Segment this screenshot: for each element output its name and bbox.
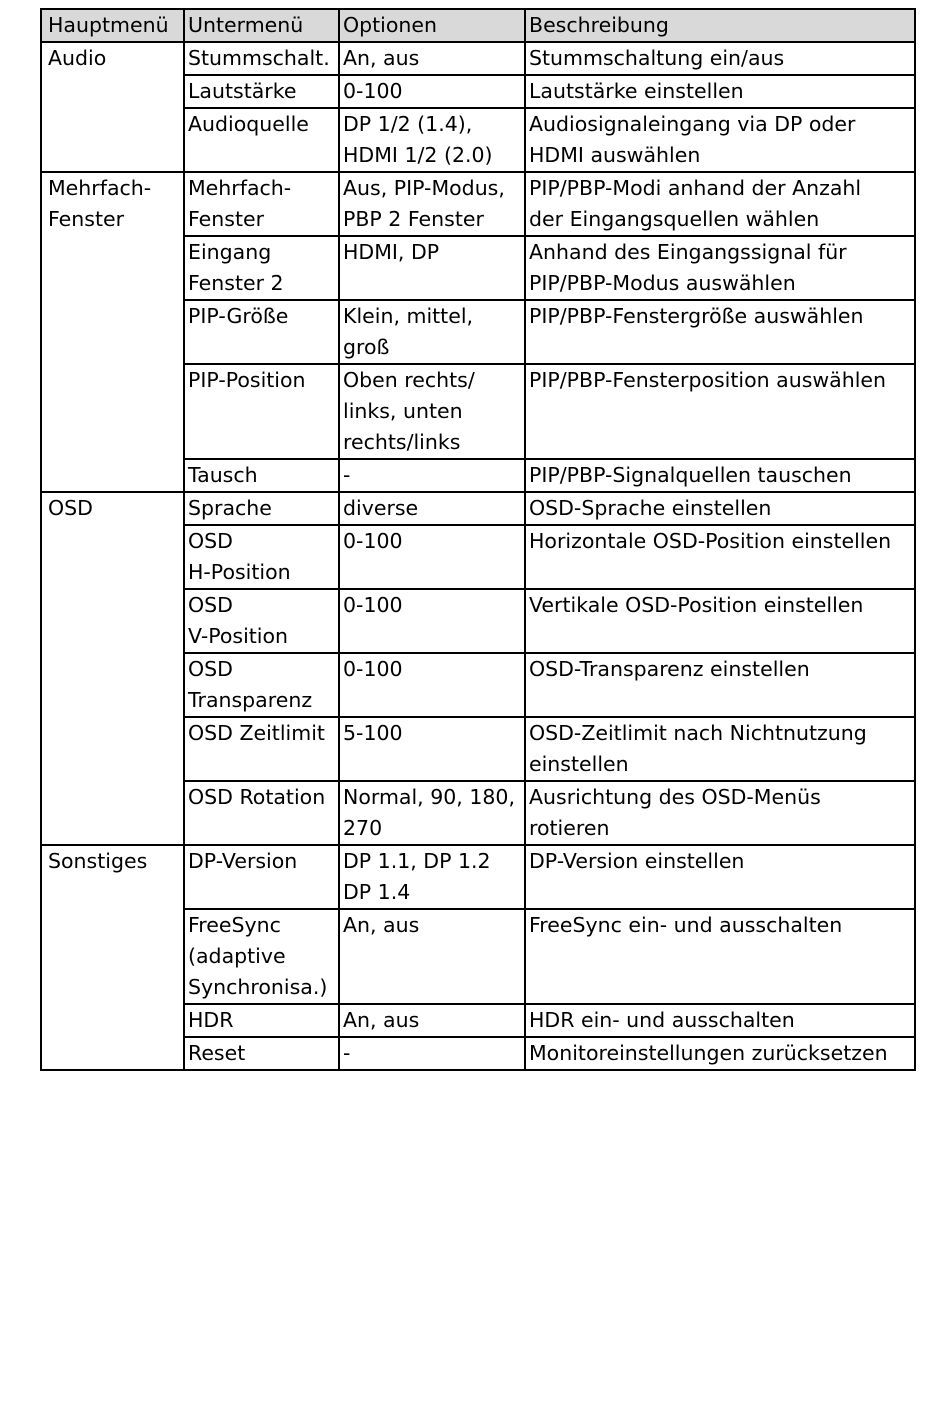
- options-text: An, aus: [343, 46, 420, 70]
- description-text: HDR ein- und ausschalten: [529, 1008, 795, 1032]
- options-text: HDMI, DP: [343, 240, 440, 264]
- description-text: OSD-Transparenz einstellen: [529, 657, 810, 681]
- description-cell: [525, 525, 915, 589]
- header-untermenu: Untermenü: [184, 9, 339, 42]
- header-beschreibung: Beschreibung: [525, 9, 915, 42]
- submenu-text: Stummschalt.: [188, 46, 330, 70]
- main-menu-text: Fenster: [48, 207, 125, 231]
- description-cell: [525, 75, 915, 108]
- submenu-text: OSD: [188, 529, 233, 553]
- main-menu-cell: [41, 845, 184, 1070]
- main-menu-text: Mehrfach-: [48, 176, 152, 200]
- options-text: -: [343, 1041, 351, 1065]
- main-menu-text: Audio: [48, 46, 107, 70]
- options-cell: [339, 589, 525, 653]
- options-cell: [339, 492, 525, 525]
- description-text: Lautstärke einstellen: [529, 79, 744, 103]
- description-text: PIP/PBP-Signalquellen tauschen: [529, 463, 852, 487]
- options-text: Klein, mittel,: [343, 304, 474, 328]
- submenu-text: Audioquelle: [188, 112, 309, 136]
- description-text: PIP/PBP-Modus auswählen: [529, 271, 796, 295]
- submenu-text: OSD: [188, 593, 233, 617]
- options-cell: [339, 1037, 525, 1070]
- header-hauptmenu: Hauptmenü: [41, 9, 184, 42]
- main-menu-cell: [41, 492, 184, 845]
- submenu-text: (adaptive: [188, 944, 286, 968]
- options-cell: [339, 459, 525, 492]
- options-cell: [339, 75, 525, 108]
- description-text: FreeSync ein- und ausschalten: [529, 913, 843, 937]
- description-text: Stummschaltung ein/aus: [529, 46, 785, 70]
- description-cell: [525, 845, 915, 909]
- submenu-text: HDR: [188, 1008, 234, 1032]
- submenu-text: DP-Version: [188, 849, 298, 873]
- description-text: Monitoreinstellungen zurücksetzen: [529, 1041, 888, 1065]
- submenu-cell: [184, 364, 339, 459]
- submenu-cell: [184, 300, 339, 364]
- options-cell: [339, 42, 525, 75]
- options-cell: [339, 845, 525, 909]
- submenu-cell: [184, 909, 339, 1004]
- submenu-cell: [184, 717, 339, 781]
- description-text: Anhand des Eingangssignal für: [529, 240, 847, 264]
- main-menu-cell: [41, 172, 184, 492]
- description-cell: [525, 42, 915, 75]
- table-header: [41, 9, 915, 42]
- description-cell: [525, 1004, 915, 1037]
- options-text: groß: [343, 335, 390, 359]
- submenu-text: Mehrfach-: [188, 176, 292, 200]
- table-row: [41, 492, 915, 525]
- description-text: OSD-Sprache einstellen: [529, 496, 772, 520]
- submenu-text: Synchronisa.): [188, 975, 328, 999]
- main-menu-text: Sonstiges: [48, 849, 148, 873]
- description-cell: [525, 717, 915, 781]
- description-text: Audiosignaleingang via DP oder: [529, 112, 856, 136]
- submenu-cell: [184, 236, 339, 300]
- description-cell: [525, 364, 915, 459]
- description-text: HDMI auswählen: [529, 143, 701, 167]
- submenu-text: OSD Rotation: [188, 785, 326, 809]
- options-text: diverse: [343, 496, 419, 520]
- submenu-text: Lautstärke: [188, 79, 297, 103]
- description-text: rotieren: [529, 816, 610, 840]
- description-cell: [525, 459, 915, 492]
- options-text: DP 1.1, DP 1.2: [343, 849, 491, 873]
- description-text: PIP/PBP-Modi anhand der Anzahl: [529, 176, 862, 200]
- description-text: Vertikale OSD-Position einstellen: [529, 593, 864, 617]
- submenu-text: PIP-Position: [188, 368, 306, 392]
- description-text: einstellen: [529, 752, 629, 776]
- options-text: -: [343, 463, 351, 487]
- submenu-text: PIP-Größe: [188, 304, 289, 328]
- submenu-text: OSD: [188, 657, 233, 681]
- submenu-cell: [184, 172, 339, 236]
- description-cell: [525, 492, 915, 525]
- submenu-text: OSD Zeitlimit: [188, 721, 325, 745]
- submenu-cell: [184, 459, 339, 492]
- options-text: 0-100: [343, 529, 403, 553]
- description-cell: [525, 653, 915, 717]
- table-row: [41, 845, 915, 909]
- submenu-cell: [184, 108, 339, 172]
- submenu-cell: [184, 42, 339, 75]
- options-text: DP 1.4: [343, 880, 411, 904]
- options-text: HDMI 1/2 (2.0): [343, 143, 493, 167]
- description-text: OSD-Zeitlimit nach Nichtnutzung: [529, 721, 867, 745]
- submenu-cell: [184, 1004, 339, 1037]
- options-text: Normal, 90, 180,: [343, 785, 515, 809]
- header-optionen: Optionen: [339, 9, 525, 42]
- options-text: 5-100: [343, 721, 403, 745]
- submenu-text: Sprache: [188, 496, 272, 520]
- options-text: PBP 2 Fenster: [343, 207, 484, 231]
- description-cell: [525, 300, 915, 364]
- options-cell: [339, 108, 525, 172]
- description-cell: [525, 909, 915, 1004]
- submenu-text: Transparenz: [188, 688, 313, 712]
- options-text: rechts/links: [343, 430, 461, 454]
- description-text: der Eingangsquellen wählen: [529, 207, 820, 231]
- header-row: [41, 9, 915, 42]
- options-cell: [339, 172, 525, 236]
- submenu-text: Tausch: [188, 463, 258, 487]
- submenu-cell: [184, 492, 339, 525]
- submenu-text: V-Position: [188, 624, 289, 648]
- osd-menu-table: [40, 8, 916, 1071]
- options-text: An, aus: [343, 913, 420, 937]
- options-text: 270: [343, 816, 383, 840]
- submenu-text: H-Position: [188, 560, 291, 584]
- options-cell: [339, 909, 525, 1004]
- submenu-cell: [184, 781, 339, 845]
- options-text: 0-100: [343, 593, 403, 617]
- options-cell: [339, 364, 525, 459]
- submenu-cell: [184, 1037, 339, 1070]
- submenu-text: Fenster 2: [188, 271, 284, 295]
- description-cell: [525, 781, 915, 845]
- description-text: PIP/PBP-Fensterposition auswählen: [529, 368, 887, 392]
- description-cell: [525, 589, 915, 653]
- submenu-cell: [184, 653, 339, 717]
- options-cell: [339, 236, 525, 300]
- submenu-cell: [184, 75, 339, 108]
- submenu-text: Fenster: [188, 207, 265, 231]
- options-text: An, aus: [343, 1008, 420, 1032]
- options-cell: [339, 525, 525, 589]
- description-text: Horizontale OSD-Position einstellen: [529, 529, 892, 553]
- table-row: [41, 172, 915, 236]
- submenu-cell: [184, 589, 339, 653]
- submenu-text: Reset: [188, 1041, 246, 1065]
- description-text: DP-Version einstellen: [529, 849, 745, 873]
- submenu-cell: [184, 525, 339, 589]
- description-text: Ausrichtung des OSD-Menüs: [529, 785, 821, 809]
- description-cell: [525, 172, 915, 236]
- options-cell: [339, 717, 525, 781]
- options-text: 0-100: [343, 657, 403, 681]
- main-menu-text: OSD: [48, 496, 93, 520]
- options-cell: [339, 653, 525, 717]
- options-text: 0-100: [343, 79, 403, 103]
- options-text: links, unten: [343, 399, 463, 423]
- options-cell: [339, 300, 525, 364]
- submenu-text: FreeSync: [188, 913, 281, 937]
- table-row: [41, 42, 915, 75]
- submenu-cell: [184, 845, 339, 909]
- options-cell: [339, 1004, 525, 1037]
- options-cell: [339, 781, 525, 845]
- description-cell: [525, 236, 915, 300]
- description-cell: [525, 108, 915, 172]
- submenu-text: Eingang: [188, 240, 272, 264]
- description-text: PIP/PBP-Fenstergröße auswählen: [529, 304, 864, 328]
- options-text: Oben rechts/: [343, 368, 475, 392]
- options-text: DP 1/2 (1.4),: [343, 112, 473, 136]
- options-text: Aus, PIP-Modus,: [343, 176, 505, 200]
- description-cell: [525, 1037, 915, 1070]
- main-menu-cell: [41, 42, 184, 172]
- table-body: [41, 42, 915, 1070]
